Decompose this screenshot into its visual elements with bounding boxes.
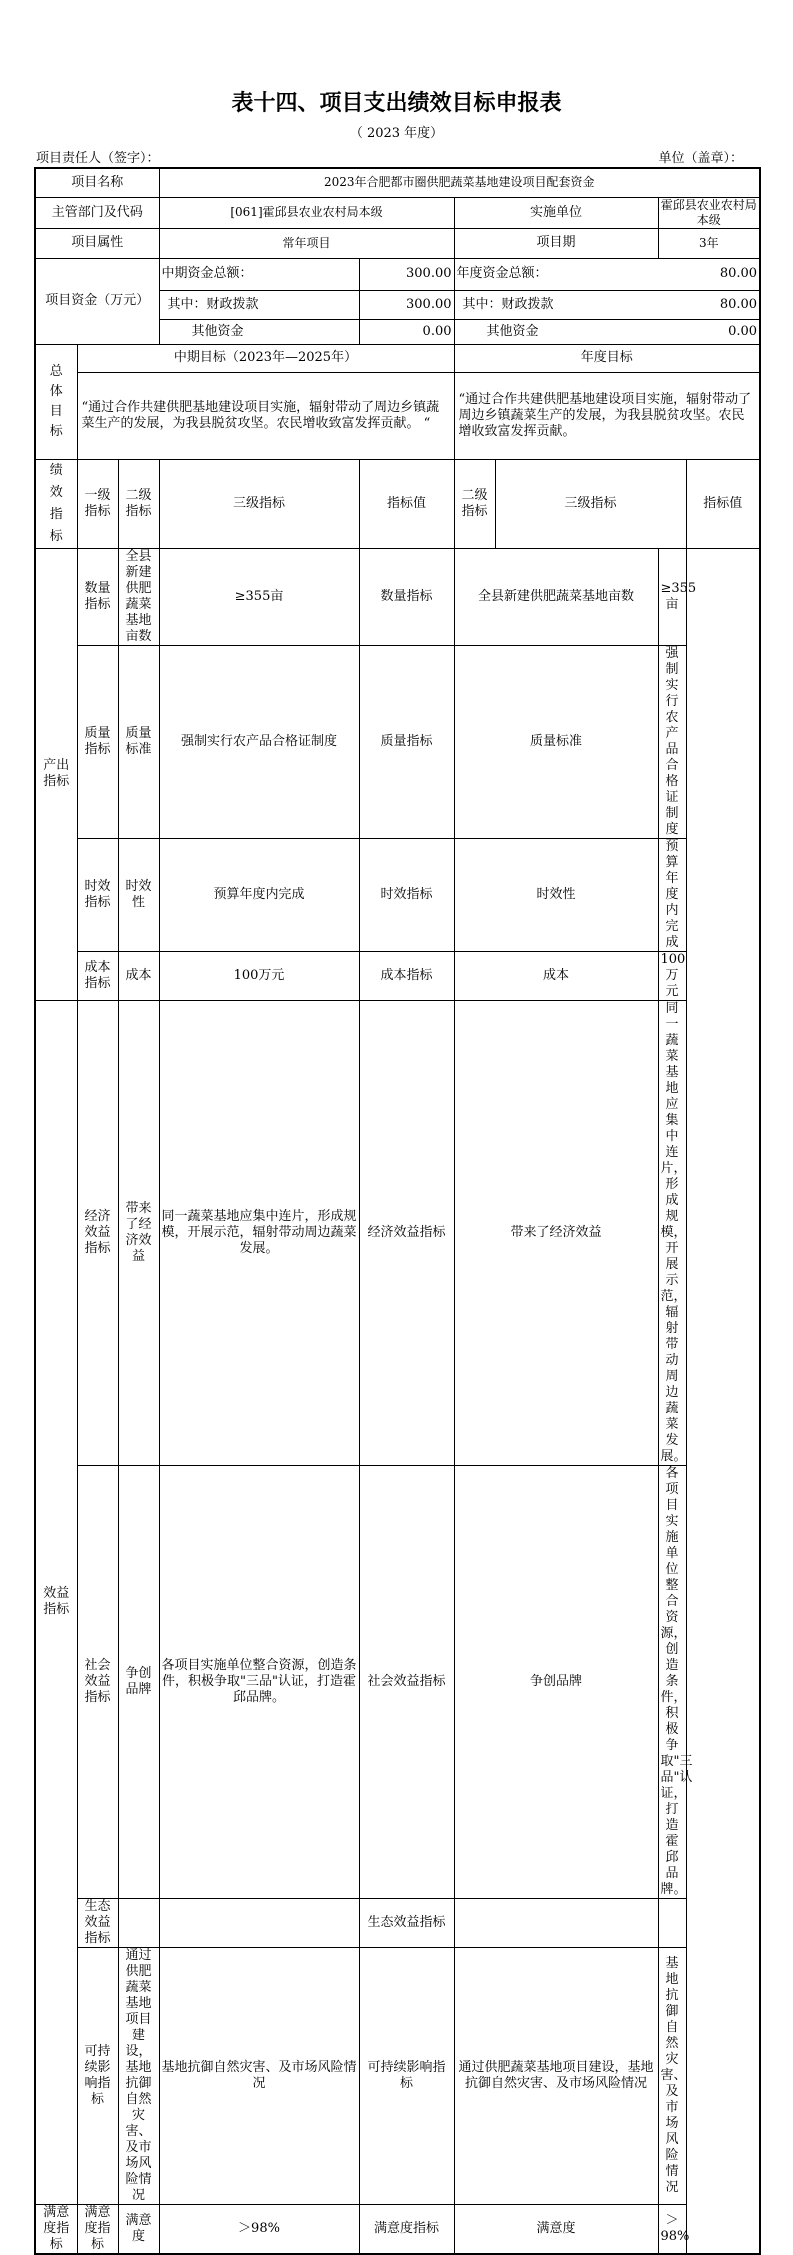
level3-cell: 成本 bbox=[118, 951, 159, 1000]
year-fiscal-label: 其中：财政拨款 bbox=[462, 296, 554, 312]
level2-cell: 生态效益指标 bbox=[77, 1898, 118, 1947]
year-other-label: 其他资金 bbox=[486, 323, 539, 339]
level2-cell: 社会效益指标 bbox=[77, 1465, 118, 1898]
attr-value: 常年项目 bbox=[159, 228, 454, 258]
value-cell: 基地抗御自然灾害、及市场风险情况 bbox=[159, 1947, 359, 2204]
year-value-header: 指标值 bbox=[686, 459, 760, 548]
period-label: 项目期 bbox=[454, 228, 658, 258]
year-level3-cell: 带来了经济效益 bbox=[454, 1000, 658, 1465]
level2-cell: 数量指标 bbox=[77, 548, 118, 645]
year-satisfaction-value: ＞98% bbox=[658, 2204, 686, 2254]
year-level2-cell: 可持续影响指标 bbox=[359, 1947, 454, 2204]
indicator-row bbox=[35, 645, 760, 838]
indicator-row bbox=[35, 1000, 760, 1465]
level3-cell: 时效性 bbox=[118, 838, 159, 951]
value-cell: ≥355亩 bbox=[159, 548, 359, 645]
year-level2-cell: 时效指标 bbox=[359, 838, 454, 951]
year-fiscal-value: 80.00 bbox=[719, 296, 758, 312]
year-level2-cell: 经济效益指标 bbox=[359, 1000, 454, 1465]
year-level2-cell: 社会效益指标 bbox=[359, 1465, 454, 1898]
year-level3-cell: 质量标准 bbox=[454, 645, 658, 838]
level3-cell: 质量标准 bbox=[118, 645, 159, 838]
value-cell bbox=[159, 1898, 359, 1947]
level3-cell: 全县新建供肥蔬菜基地亩数 bbox=[118, 548, 159, 645]
year-value-cell: 100万元 bbox=[658, 951, 686, 1000]
performance-indicator-label: 绩效指标 bbox=[49, 462, 63, 544]
level2-cell: 时效指标 bbox=[77, 838, 118, 951]
dept-label: 主管部门及代码 bbox=[35, 197, 159, 228]
year-value-cell: 预算年度内完成 bbox=[658, 838, 686, 951]
year-satisfaction-l2: 满意度指标 bbox=[359, 2204, 454, 2254]
mid-fiscal-value: 300.00 bbox=[359, 290, 454, 319]
indicator-row bbox=[35, 1898, 760, 1947]
attr-label: 项目属性 bbox=[35, 228, 159, 258]
value-cell: 同一蔬菜基地应集中连片，形成规模，开展示范，辐射带动周边蔬菜发展。 bbox=[159, 1000, 359, 1465]
unit-seal-label: 单位（盖章）： bbox=[658, 151, 743, 166]
year-level3-cell: 争创品牌 bbox=[454, 1465, 658, 1898]
level3-cell: 通过供肥蔬菜基地项目建设，基地抗御自然灾害、及市场风险情况 bbox=[118, 1947, 159, 2204]
mid-other-label: 其他资金 bbox=[159, 319, 359, 344]
year-level2-cell: 生态效益指标 bbox=[359, 1898, 454, 1947]
year-level3-cell: 通过供肥蔬菜基地项目建设，基地抗御自然灾害、及市场风险情况 bbox=[454, 1947, 658, 2204]
mid-other-value: 0.00 bbox=[359, 319, 454, 344]
level3-cell: 带来了经济效益 bbox=[118, 1000, 159, 1465]
indicator-row bbox=[35, 1947, 760, 2204]
indicator-row bbox=[35, 951, 760, 1000]
year-level3-cell: 全县新建供肥蔬菜基地亩数 bbox=[454, 548, 658, 645]
satisfaction-l1: 满意度指标 bbox=[35, 2204, 77, 2254]
year-value-cell: 各项目实施单位整合资源，创造条件，积极争取"三品"认证，打造霍邱品牌。 bbox=[658, 1465, 686, 1898]
level3-header: 三级指标 bbox=[159, 459, 359, 548]
year-level2-cell: 成本指标 bbox=[359, 951, 454, 1000]
indicator-row bbox=[35, 838, 760, 951]
year-satisfaction-l3: 满意度 bbox=[454, 2204, 658, 2254]
year-label: （ 2023 年度） bbox=[349, 126, 444, 141]
year-other-value: 0.00 bbox=[728, 323, 758, 339]
year-level2-cell: 质量指标 bbox=[359, 645, 454, 838]
funds-label: 项目资金（万元） bbox=[35, 258, 159, 344]
year-total-label: 年度资金总额： bbox=[456, 266, 548, 281]
impl-unit-label: 实施单位 bbox=[454, 197, 658, 228]
overall-goal-label: 总体目标 bbox=[49, 363, 63, 439]
level3-cell bbox=[118, 1898, 159, 1947]
satisfaction-l2: 满意度指标 bbox=[77, 2204, 118, 2254]
level1-header: 一级指标 bbox=[77, 459, 118, 548]
value-cell: 强制实行农产品合格证制度 bbox=[159, 645, 359, 838]
project-name-value: 2023年合肥都市圈供肥蔬菜基地建设项目配套资金 bbox=[159, 168, 760, 197]
level2-header: 二级指标 bbox=[118, 459, 159, 548]
level3-cell: 争创品牌 bbox=[118, 1465, 159, 1898]
project-name-label: 项目名称 bbox=[35, 168, 159, 197]
indicator-row bbox=[35, 1465, 760, 1898]
indicator-row bbox=[35, 548, 760, 645]
value-header: 指标值 bbox=[359, 459, 454, 548]
value-cell: 预算年度内完成 bbox=[159, 838, 359, 951]
level2-cell: 可持续影响指标 bbox=[77, 1947, 118, 2204]
dept-value: [061]霍邱县农业农村局本级 bbox=[159, 197, 454, 228]
mid-total-label: 中期资金总额： bbox=[159, 258, 359, 290]
satisfaction-l3: 满意度 bbox=[118, 2204, 159, 2254]
year-value-cell: 强制实行农产品合格证制度 bbox=[658, 645, 686, 838]
year-value-cell: ≥355亩 bbox=[658, 548, 686, 645]
satisfaction-value: ＞98% bbox=[159, 2204, 359, 2254]
value-cell: 100万元 bbox=[159, 951, 359, 1000]
year-level3-cell: 时效性 bbox=[454, 838, 658, 951]
performance-table bbox=[34, 167, 761, 2255]
mid-fiscal-label: 其中：财政拨款 bbox=[159, 290, 359, 319]
period-value: 3年 bbox=[658, 228, 760, 258]
level2-cell: 成本指标 bbox=[77, 951, 118, 1000]
year-goal-text: “通过合作共建供肥基地建设项目实施，辐射带动了周边乡镇蔬菜生产的发展，为我县脱贫攻坚。农民增收致富发挥贡献。 bbox=[454, 372, 760, 459]
year-level3-header: 三级指标 bbox=[495, 459, 686, 548]
page-title: 表十四、项目支出绩效目标申报表 bbox=[231, 91, 562, 116]
impl-unit-value: 霍邱县农业农村局本级 bbox=[658, 197, 760, 228]
year-value-cell: 基地抗御自然灾害、及市场风险情况 bbox=[658, 1947, 686, 2204]
year-level2-cell: 数量指标 bbox=[359, 548, 454, 645]
mid-goal-text: “通过合作共建供肥基地建设项目实施，辐射带动了周边乡镇蔬菜生产的发展，为我县脱贫攻坚。农民增收致富发挥贡献。 “ bbox=[77, 372, 454, 459]
year-total-value: 80.00 bbox=[719, 266, 758, 281]
year-level3-cell bbox=[454, 1898, 658, 1947]
output-indicator-label: 产出指标 bbox=[35, 548, 77, 1000]
year-level2-header: 二级指标 bbox=[454, 459, 495, 548]
year-value-cell: 同一蔬菜基地应集中连片，形成规模，开展示范，辐射带动周边蔬菜发展。 bbox=[658, 1000, 686, 1465]
mid-goal-header: 中期目标（2023年—2025年） bbox=[77, 344, 454, 372]
year-value-cell bbox=[658, 1898, 686, 1947]
mid-total-value: 300.00 bbox=[359, 258, 454, 290]
value-cell: 各项目实施单位整合资源，创造条件，积极争取"三品"认证，打造霍邱品牌。 bbox=[159, 1465, 359, 1898]
level2-cell: 质量指标 bbox=[77, 645, 118, 838]
year-goal-header: 年度目标 bbox=[454, 344, 760, 372]
year-level3-cell: 成本 bbox=[454, 951, 658, 1000]
level2-cell: 经济效益指标 bbox=[77, 1000, 118, 1465]
responsible-person-label: 项目责任人（签字）： bbox=[36, 151, 160, 166]
benefit-indicator-label: 效益指标 bbox=[35, 1000, 77, 2204]
